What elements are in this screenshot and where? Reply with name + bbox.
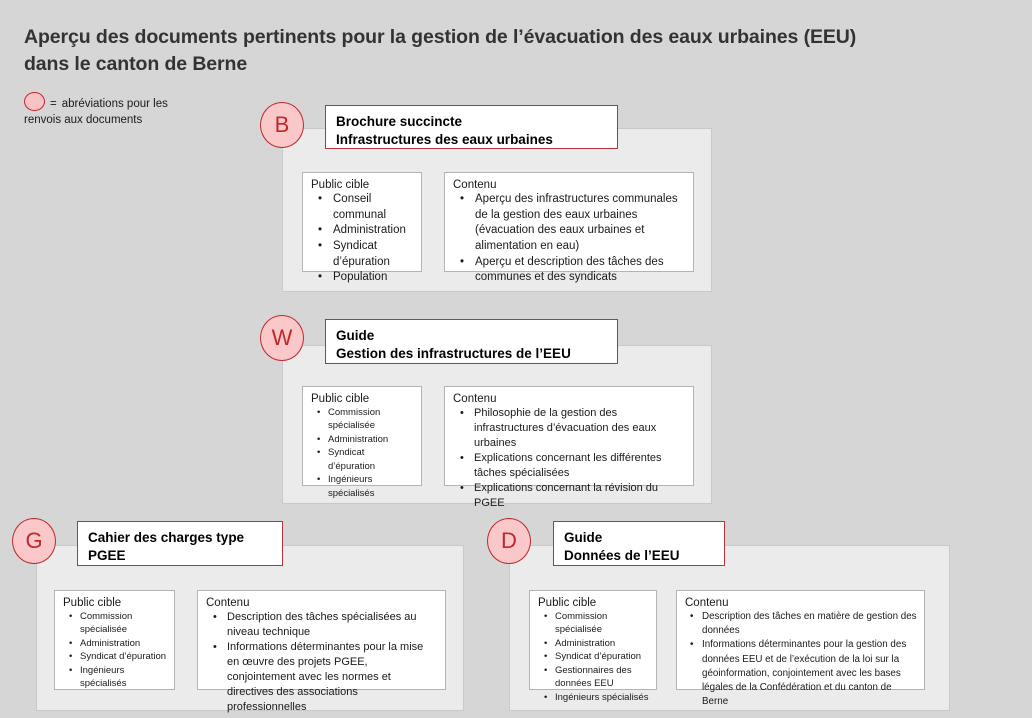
block-title-line-2: Infrastructures des eaux urbaines [336,132,553,148]
list-item [453,406,686,451]
list-item-text: Administration [333,224,406,237]
bullet-icon: • [690,611,694,622]
bullet-icon: • [544,637,548,649]
list-item [453,481,686,511]
list-item-text: Administration [80,637,141,649]
list-item-text: Aperçu et description des tâches des communes et des syndicats [475,255,664,284]
list-item-text: Description des tâches spécialisées au niveau technique [227,611,417,638]
block-title-card [325,105,618,149]
list-item-text: Gestionnaires des données EEU [555,664,632,690]
list-item-text: Description des tâches en matière de gestion des données [702,611,917,637]
list-item [311,223,414,239]
bullet-icon: • [213,640,217,653]
bullet-icon: • [69,637,73,649]
audience-list [538,610,649,704]
page-title-line-2: dans le canton de Berne [24,52,248,75]
legend [24,92,254,128]
list-item [63,664,167,691]
bullet-icon: • [318,193,323,205]
content-heading: Contenu [453,393,497,405]
list-item [453,451,686,481]
audience-list [63,610,167,691]
list-item [453,255,686,286]
list-item [311,192,414,223]
bullet-icon: • [460,407,464,419]
list-item-text: Syndicat d’épuration [80,651,167,663]
bullet-icon: • [460,481,464,494]
bullet-icon: • [544,651,548,663]
block-title-card [325,319,618,364]
content-list [206,610,438,715]
list-item [538,650,649,663]
content-box [444,172,694,284]
content-box [676,590,925,708]
list-item [311,239,414,270]
list-item-text: Syndicat d’épuration [333,239,390,268]
list-item [206,610,438,640]
block-title-card [77,521,283,566]
list-item [538,637,649,650]
bullet-icon: • [318,239,323,252]
list-item-text: Syndicat d’épuration [328,447,376,472]
list-item-text: Informations déterminantes pour la gestion des données EEU et de l’exécution de la loi sur la géoinformation, conjointement avec les bases légales de la Confédération et du canton de Berne [702,639,907,708]
list-item [538,664,649,691]
audience-list [311,406,414,500]
audience-heading: Public cible [311,393,370,405]
legend-circle-icon [24,92,45,111]
list-item-text: Syndicat d’épuration [555,651,642,663]
list-item [63,650,167,663]
block-title-card [553,521,725,566]
list-item [538,691,649,704]
page-title [24,24,984,78]
audience-box [529,590,657,703]
list-item [685,638,917,709]
bullet-icon: • [544,611,548,622]
list-item [453,192,686,255]
block-badge-g[interactable]: G [12,518,56,564]
block-title-line-2: Gestion des infrastructures de l’EEU [336,346,571,362]
legend-text-line-2: renvois aux documents [24,113,143,126]
list-item-text: Commission spécialisée [555,611,608,636]
list-item [311,446,414,473]
list-item-text: Ingénieurs spécialisés [328,474,375,499]
bullet-icon: • [460,193,465,205]
list-item [63,637,167,650]
content-heading: Contenu [206,597,250,609]
page-title-line-1: Aperçu des documents pertinents pour la gestion de l’évacuation des eaux urbaines (EEU) [24,26,857,48]
bullet-icon: • [317,433,321,445]
audience-box [302,386,422,499]
bullet-icon: • [544,691,548,703]
block-title-line-2: Données de l’EEU [564,548,680,564]
list-item-text: Conseil communal [333,193,387,221]
audience-heading: Public cible [311,179,370,191]
list-item-text: Administration [555,637,616,649]
list-item [311,433,414,446]
list-item-text: Philosophie de la gestion des infrastructures d’évacuation des eaux urbaines [474,407,657,449]
audience-box [302,172,422,284]
legend-equals-sign: = [50,98,57,110]
list-item-text: Ingénieurs spécialisés [555,691,649,703]
bullet-icon: • [544,664,548,676]
list-item-text: Aperçu des infrastructures communales de la gestion des eaux urbaines (évacuation des eaux urbaines et alimentation en eau) [475,193,678,252]
content-heading: Contenu [685,597,729,609]
list-item-text: Informations déterminantes pour la mise en œuvre des projets PGEE, conjointement avec les normes et directives des associations professionnelles [227,640,424,713]
block-title-line-1: Cahier des charges type [88,530,245,545]
list-item-text: Explications concernant la révision du PGEE [474,481,659,509]
bullet-icon: • [318,271,323,284]
bullet-icon: • [317,447,321,459]
bullet-icon: • [690,639,694,651]
list-item [538,610,649,637]
list-item [63,610,167,637]
content-box [444,386,694,509]
audience-list [311,192,414,286]
bullet-icon: • [213,611,217,623]
list-item-text: Commission spécialisée [80,611,133,636]
list-item [311,270,414,286]
list-item [311,473,414,500]
content-list [453,192,686,286]
content-list [453,406,686,511]
block-title-line-1: Brochure succincte [336,114,463,129]
list-item [206,640,438,715]
list-item [685,610,917,638]
list-item-text: Explications concernant les différentes tâches spécialisées [474,451,662,479]
bullet-icon: • [69,651,73,663]
block-title-line-2: PGEE [88,548,126,564]
list-item [311,406,414,433]
bullet-icon: • [69,664,73,676]
bullet-icon: • [318,224,323,237]
list-item-text: Ingénieurs spécialisés [80,664,127,690]
list-item-text: Commission spécialisée [328,407,381,432]
bullet-icon: • [460,255,465,268]
content-box [197,590,446,713]
block-badge-d[interactable]: D [487,518,531,564]
block-badge-w[interactable]: W [260,315,304,361]
block-title-line-1: Guide [564,530,603,545]
audience-heading: Public cible [63,597,122,609]
list-item-text: Administration [328,433,389,445]
bullet-icon: • [317,407,321,418]
content-list [685,610,917,709]
bullet-icon: • [460,451,464,464]
legend-text-line-1: abréviations pour les [61,98,168,110]
audience-heading: Public cible [538,597,597,609]
content-heading: Contenu [453,179,497,191]
audience-box [54,590,175,690]
legend-first-row [24,92,254,113]
block-badge-b[interactable]: B [260,102,304,148]
block-title-line-1: Guide [336,328,375,343]
bullet-icon: • [317,474,321,486]
bullet-icon: • [69,611,73,622]
list-item-text: Population [333,271,388,284]
